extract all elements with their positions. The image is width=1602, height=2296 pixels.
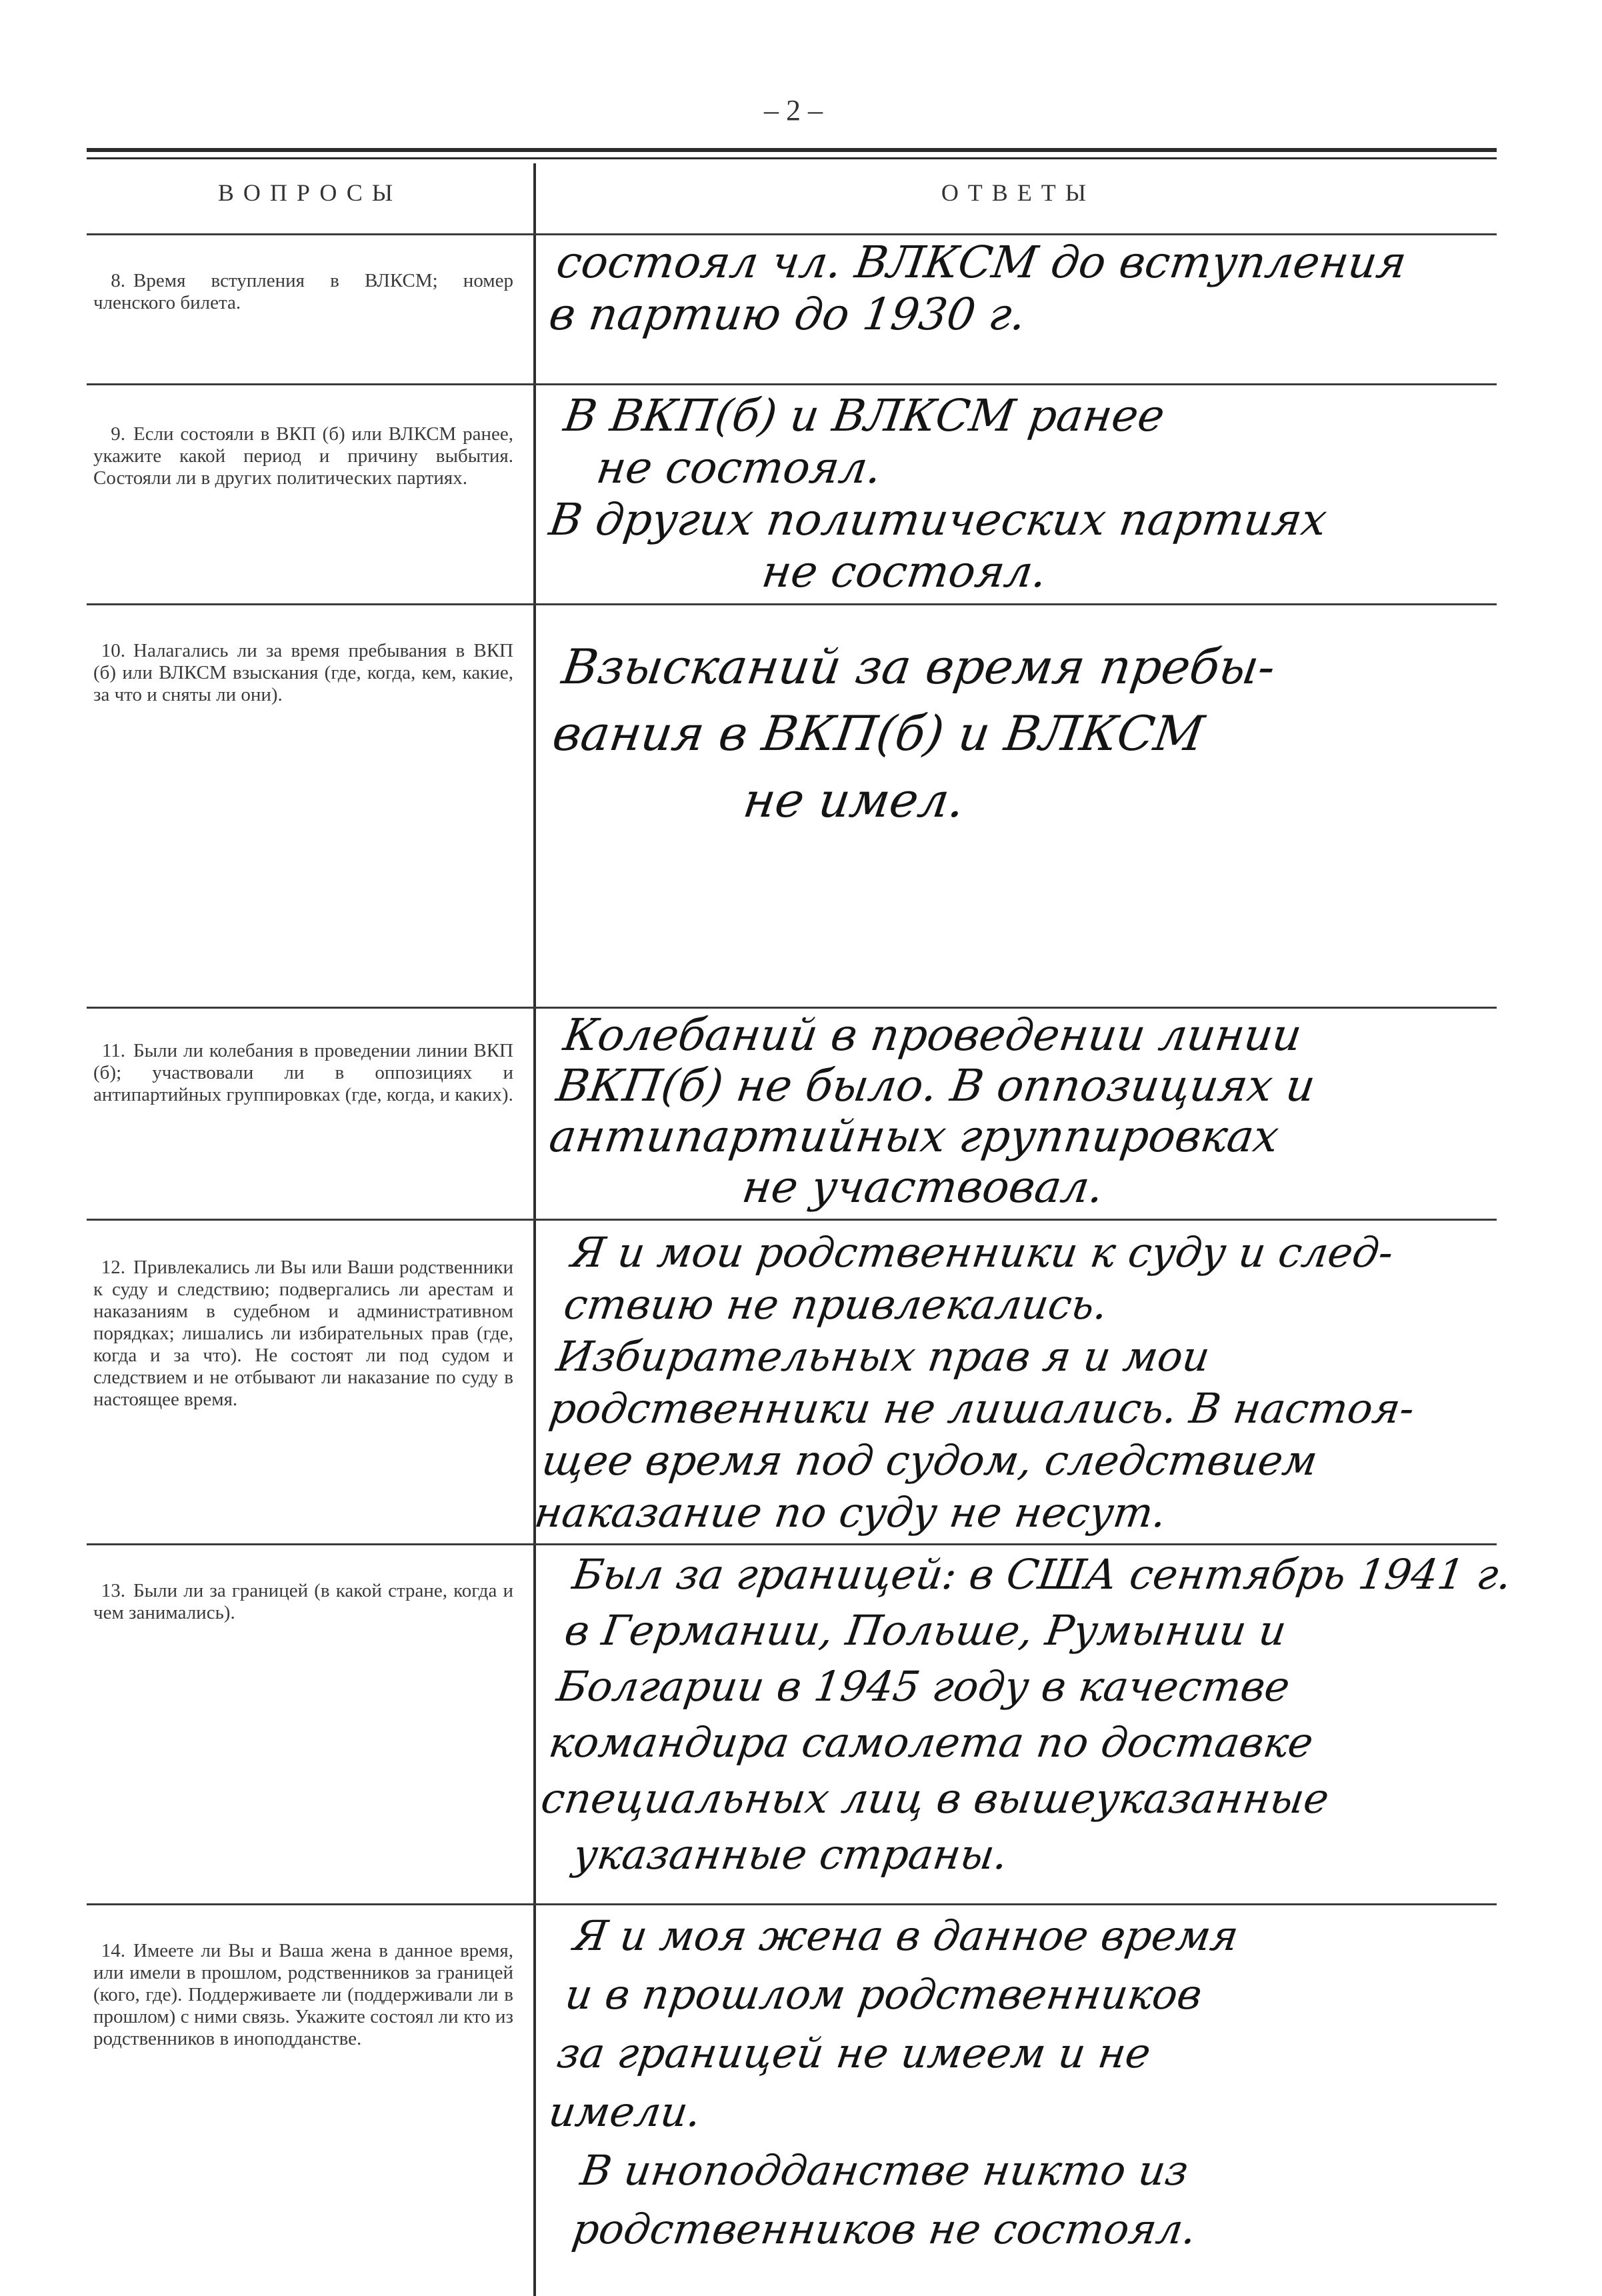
question-number: 10. xyxy=(101,640,125,661)
question-10 xyxy=(93,640,513,706)
answer-line: указанные страны. xyxy=(570,1830,1011,1879)
answer-line: Колебаний в проведении линии xyxy=(560,1009,1305,1061)
answer-line: не состоял. xyxy=(759,546,1051,597)
answer-line: имели. xyxy=(545,2087,705,2136)
answer-line: наказание по суду не несут. xyxy=(531,1488,1170,1537)
question-number: 11. xyxy=(101,1040,125,1061)
answer-line: вания в ВКП(б) и ВЛКСМ xyxy=(549,705,1208,761)
question-14 xyxy=(93,1940,513,2050)
answer-13 xyxy=(530,1547,1524,1883)
question-number: 12. xyxy=(101,1257,125,1278)
row-separator xyxy=(87,1543,1497,1545)
question-8 xyxy=(93,270,513,314)
answer-line: щее время под судом, следствием xyxy=(539,1436,1321,1485)
answer-line: родственники не лишались. В настоя- xyxy=(546,1384,1418,1433)
row-separator xyxy=(87,1007,1497,1009)
answer-line: не состоял. xyxy=(593,442,885,493)
question-text: Имеете ли Вы и Ваша жена в данное время, или имели в прошлом, родственников за границей (кого, где). Поддерживаете ли (поддерживали ли в прошлом) с ними связь. Укажите состоял ли кто из родственников в иноподданстве. xyxy=(93,1940,513,2049)
answers-header: ОТВЕТЫ xyxy=(941,179,1096,206)
answer-line: не участвовал. xyxy=(739,1161,1107,1213)
answer-line: Я и моя жена в данное время xyxy=(570,1911,1242,1960)
answer-line: В ВКП(б) и ВЛКСМ ранее xyxy=(561,390,1168,441)
top-rule-thin xyxy=(87,157,1497,159)
answer-line: Я и мои родственники к суду и след- xyxy=(568,1228,1397,1277)
question-text: Были ли за границей (в какой стране, когда и чем занимались). xyxy=(93,1580,513,1623)
answer-line: в Германии, Польше, Румынии и xyxy=(561,1606,1290,1655)
row-separator xyxy=(87,1903,1497,1905)
question-11 xyxy=(93,1040,513,1106)
question-text: Время вступления в ВЛКСМ; номер членского билета. xyxy=(93,270,513,313)
answer-11 xyxy=(539,1010,1515,1213)
answer-8 xyxy=(546,237,1507,341)
answer-line: родственников не состоял. xyxy=(569,2205,1200,2253)
answer-line: Избирательных прав я и мои xyxy=(553,1332,1213,1381)
column-divider xyxy=(533,163,536,2296)
top-rule xyxy=(87,148,1497,152)
row-separator xyxy=(87,603,1497,605)
question-text: Налагались ли за время пребывания в ВКП (б) или ВЛКСМ взыскания (где, когда, кем, какие, за что и сняты ли они). xyxy=(93,640,513,705)
question-text: Если состояли в ВКП (б) или ВЛКСМ ранее, укажите какой период и причину выбытия. Состояли ли в других политических партиях. xyxy=(93,423,513,489)
answer-line: специальных лиц в вышеуказанные xyxy=(538,1774,1333,1823)
answer-14 xyxy=(529,1907,1525,2259)
answer-line: и в прошлом родственников xyxy=(562,1970,1205,2019)
answer-9 xyxy=(539,390,1515,598)
questions-header: ВОПРОСЫ xyxy=(217,179,403,206)
answer-line: ВКП(б) не было. В оппозициях и xyxy=(553,1060,1319,1111)
answer-line: командира самолета по доставке xyxy=(546,1718,1317,1767)
page-number: – 2 – xyxy=(764,94,823,127)
question-text: Были ли колебания в проведении линии ВКП (б); участвовали ли в оппозициях и антипартийных группировках (где, когда, и каких). xyxy=(93,1040,513,1105)
question-text: Привлекались ли Вы или Ваши родственники к суду и следствию; подвергались ли арестам и наказаниям в судебном и административном порядках; лишались ли избирательных прав (где, когда и за что). Не состоят ли под судом и следствием и не отбывают ли наказание по суду в настоящее время. xyxy=(93,1257,513,1410)
row-separator xyxy=(87,383,1497,385)
question-9 xyxy=(93,423,513,489)
answer-10 xyxy=(539,633,1514,833)
question-number: 9. xyxy=(111,423,125,445)
answer-12 xyxy=(531,1227,1522,1539)
row-separator xyxy=(87,233,1497,235)
row-separator xyxy=(87,1219,1497,1221)
question-number: 8. xyxy=(111,270,125,291)
answer-line: Был за границей: в США сентябрь 1941 г. xyxy=(569,1550,1515,1599)
answer-line: В иноподданстве никто из xyxy=(577,2146,1192,2195)
question-number: 14. xyxy=(101,1940,125,1961)
answer-line: не имел. xyxy=(740,772,969,828)
answer-line: В других политических партиях xyxy=(546,494,1331,545)
answer-line: за границей не имеем и не xyxy=(554,2029,1154,2077)
question-number: 13. xyxy=(101,1580,125,1601)
answer-line: Взысканий за время пребы- xyxy=(559,639,1279,695)
answer-line: ствию не привлекались. xyxy=(561,1280,1111,1329)
answer-line: Болгарии в 1945 году в качестве xyxy=(553,1662,1293,1711)
answer-line: состоял чл. ВЛКСМ до вступления xyxy=(553,237,1410,288)
question-13 xyxy=(93,1580,513,1624)
answer-line: в партию до 1930 г. xyxy=(546,289,1029,340)
answer-line: антипартийных группировках xyxy=(546,1111,1282,1162)
question-12 xyxy=(93,1257,513,1411)
